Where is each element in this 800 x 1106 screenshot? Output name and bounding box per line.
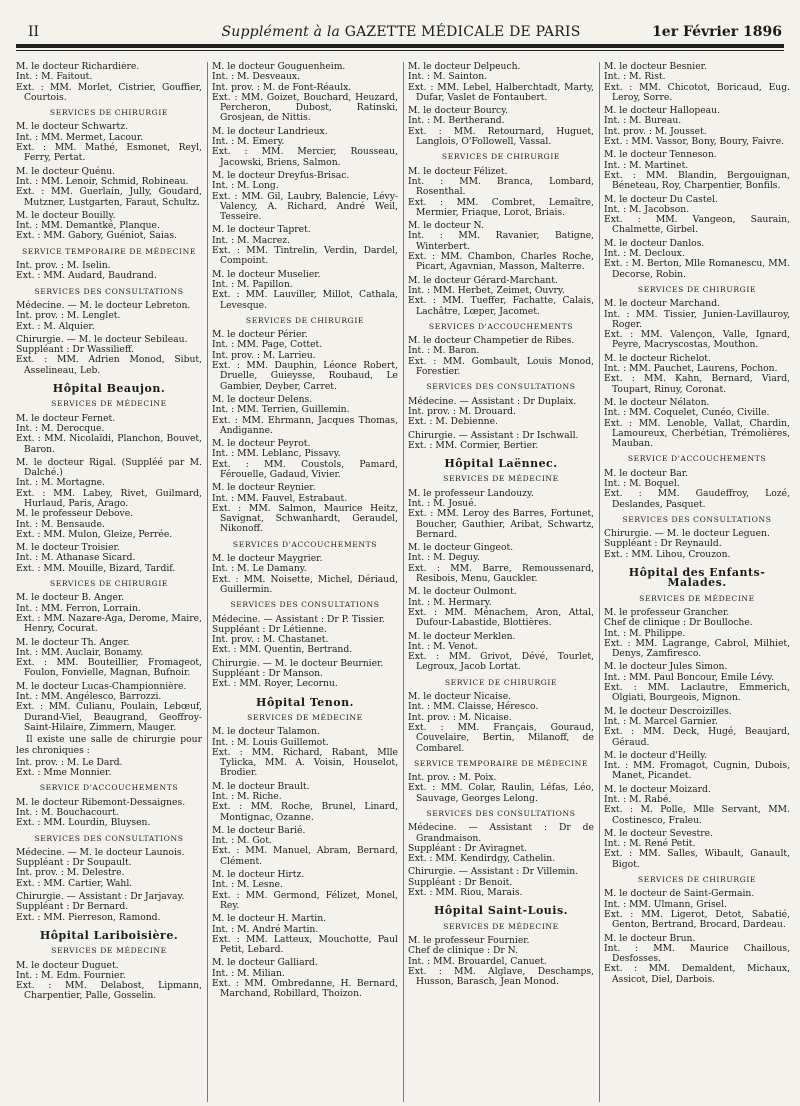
entry-line: M. le docteur Hirtz.	[212, 869, 305, 881]
entry-line: M. le docteur Danlos.	[604, 237, 705, 249]
entry-line: Ext. : MM. Lihou, Crouzon.	[604, 548, 731, 560]
issue-date: 1er Février 1896	[652, 24, 782, 40]
entry-line: Ext. : MM. Pierreson, Ramond.	[16, 911, 161, 923]
entry-line: Ext. : MM. Salmon, Maurice Heitz, Savignat, Schwanhardt, Geraudel, Nikonoff.	[212, 502, 398, 535]
entry-line: Ext. : MM. Ombredanne, H. Bernard, Marchand, Robillard, Thoizon.	[212, 978, 398, 1000]
entry-line: Ext. : MM. Labey, Rivet, Guilmard, Hurlaud, Paris, Arago.	[16, 487, 202, 509]
entry-line: Ext. : MM. Lebel, Halberchtadt, Marty, Dufar, Vaslet de Fontaubert.	[408, 81, 594, 103]
entry-line: Suppléant : Dr Létienne.	[212, 623, 327, 635]
entry-line: Int. : M. Venot.	[408, 640, 478, 652]
entry-line: Ext. : MM. Nazare-Aga, Derome, Maire, Henry, Cocurat.	[16, 612, 202, 635]
entry-line: M. le docteur Félizet.	[408, 165, 508, 177]
entry-line: M. le docteur Barié.	[212, 824, 306, 836]
entry-line: Chirurgie. — M. le docteur Sebileau.	[16, 333, 188, 345]
entry-line: Int. : M. Le Damany.	[212, 563, 307, 575]
section-heading: SERVICES DE CHIRURGIE	[49, 579, 169, 589]
section-heading: SERVICES DES CONSULTATIONS	[426, 809, 576, 818]
entry-line: M. le docteur Nélaton.	[604, 396, 710, 408]
entry-line: Int. : MM. Page, Cottet.	[212, 339, 323, 351]
page-header	[20, 22, 782, 44]
entry-line: Int. : M. René Petit.	[604, 838, 696, 850]
entry-line: Ext. : M. Alquier.	[16, 320, 95, 332]
entry-line: Ext. : MM. Delabost, Lipmann, Charpentier, Palle, Gosselin.	[16, 980, 202, 1002]
entry-line: M. le docteur Champetier de Ribes.	[408, 335, 575, 347]
section-heading: SERVICES DE MÉDECINE	[247, 712, 363, 722]
entry-line: Ext. : MM. Gil, Laubry, Balencie, Lévy-Valency, A. Richard, André Weil, Tesseire.	[212, 190, 398, 223]
entry-line: Int. : MM. Ravanier, Batigne, Winterbert.	[408, 230, 594, 252]
entry-line: Int. : M. Jacobson.	[604, 203, 690, 215]
entry-line: Int. : M. Deguy.	[408, 552, 480, 564]
entry-line: Int. : M. Long.	[212, 180, 279, 192]
entry-line: Int. : MM. Terrien, Guillemin.	[212, 404, 350, 416]
section-heading: SERVICE DE CHIRURGIE	[444, 677, 558, 687]
entry-line: Int. : M. Desveaux.	[212, 71, 300, 83]
section-heading: SERVICES DE CHIRURGIE	[637, 284, 757, 294]
entry-line: Chirurgie. — Assistant : Dr Jarjavay.	[16, 891, 185, 903]
entry-line: Ext. : MM. Ehrmann, Jacques Thomas, Andiganne.	[212, 414, 398, 436]
entry-line: Int. : M. Louis Guillemot.	[212, 736, 329, 748]
entry-line: Ext. : MM. Gombault, Louis Monod, Forestier.	[408, 355, 594, 378]
entry-line: Int. prov. : M. Le Dard.	[16, 756, 123, 768]
entry-line: Int. : M. Edm. Fournier.	[16, 969, 126, 981]
entry-line: Chirurgie. — M. le docteur Leguen.	[604, 528, 770, 540]
entry-line: M. le docteur Fernet.	[16, 412, 116, 424]
entry-line: Int. : M. Sainton.	[408, 71, 488, 83]
entry-line: Ext. : MM. Mercier, Rousseau, Jacowski, Briens, Salmon.	[212, 146, 398, 168]
section-heading: SERVICES DE CHIRURGIE	[245, 315, 365, 325]
entry-line: Ext. : MM. Germond, Félizet, Monel, Rey.	[212, 889, 398, 911]
entry-line: M. le docteur Oulmont.	[408, 586, 517, 598]
section-heading: SERVICES DE MÉDECINE	[51, 399, 167, 409]
entry-line: M. le docteur Richardière.	[16, 62, 140, 72]
entry-line: Int. : M. Faitout.	[16, 71, 93, 83]
entry-line: Int. : MM. Fauvel, Estrabaut.	[212, 492, 348, 504]
entry-line: Ext. : MM. Bouteillier, Fromageot, Foulon, Fonvielle, Magnan, Bufnoir.	[16, 657, 202, 679]
entry-line: Int. : M. Emery.	[212, 136, 285, 148]
entry-line: Ext. : MM. Royer, Lecornu.	[212, 678, 338, 690]
entry-line: Ext. : MM. Audard, Baudrand.	[16, 270, 157, 282]
entry-line: Int. : MM. Branca, Lombard, Rosenthal.	[408, 175, 594, 198]
entry-line: Int. : M. Mortagne.	[16, 477, 105, 489]
entry-line: Ext. : MM. Cartier, Wahl.	[16, 877, 133, 889]
entry-line: Médecine. — M. le docteur Lebreton.	[16, 299, 191, 311]
entry-line: M. le docteur Th. Anger.	[16, 636, 130, 648]
entry-line: M. le docteur Besnier.	[604, 62, 707, 72]
entry-line: Ext. : MM. Blandin, Bergouignan, Béneteau, Roy, Charpentier, Bonfils.	[604, 169, 790, 192]
entry-line: Int. : MM. Claisse, Héresco.	[408, 701, 539, 713]
page-number: II	[28, 24, 40, 40]
entry-line: Ext. : MM. Lourdin, Bluysen.	[16, 817, 151, 829]
entry-line: M. le docteur Landrieux.	[212, 125, 328, 137]
section-heading: SERVICES D'ACCOUCHEMENTS	[232, 539, 378, 549]
entry-line: Ext. : MM. Adrien Monod, Sibut, Asselineau, Leb.	[16, 354, 202, 376]
entry-line: Ext. : MM. Coustols, Pamard, Férouelle, Gadaud, Vivier.	[212, 458, 398, 480]
entry-line: Int. : MM. Mermet, Lacour.	[16, 131, 144, 143]
entry-line: Int. : MM. Ulmann, Grisel.	[604, 898, 727, 910]
entry-line: M. le docteur Richelot.	[604, 352, 711, 364]
entry-line: M. le docteur Brault.	[212, 780, 310, 792]
entry-line: M. le docteur B. Anger.	[16, 592, 125, 604]
entry-line: Suppléant : Dr Soupault.	[16, 857, 132, 869]
entry-line: M. le docteur Gérard-Marchant.	[408, 274, 558, 286]
entry-line: Ext. : MM. Ligerot, Detot, Sabatié, Genton, Bertrand, Brocard, Dardeau.	[604, 908, 790, 931]
entry-line: Int. prov. : M. Lenglet.	[16, 310, 121, 322]
entry-line: Int. : MM. Leblanc, Pissavy.	[212, 448, 341, 460]
entry-line: Suppléant : Dr Bernard.	[16, 901, 129, 913]
entry-line: M. le docteur Ribemont-Dessaignes.	[16, 796, 186, 808]
entry-line: Ext. : MM. Gabory, Guéniot, Saias.	[16, 230, 177, 242]
entry-line: M. le docteur Delpeuch.	[408, 62, 521, 72]
column-divider	[207, 62, 208, 1102]
paragraph: Il existe une salle de chirurgie pour les chroniques :	[16, 734, 202, 756]
section-heading: SERVICES DE MÉDECINE	[443, 474, 559, 484]
entry-line: Int. : M. Athanase Sicard.	[16, 552, 136, 564]
entry-line: Ext. : MM. Mulon, Gleize, Perrée.	[16, 528, 173, 540]
section-heading: SERVICES DE MÉDECINE	[443, 921, 559, 931]
entry-line: Ext. : MM. Mouille, Bizard, Tardif.	[16, 562, 176, 574]
entry-line: Int. prov. : M. Iselin.	[16, 260, 111, 272]
entry-line: M. le docteur Talamon.	[212, 726, 320, 738]
entry-line: M. le docteur de Saint-Germain.	[604, 888, 755, 900]
entry-line: M. le docteur Troisier.	[16, 542, 120, 554]
entry-line: Ext. : MM. Latteux, Mouchotte, Paul Petit, Lebard.	[212, 933, 398, 956]
hospital-heading: Hôpital Lariboisière.	[39, 928, 179, 942]
entry-line: M. le docteur Hallopeau.	[604, 105, 720, 117]
entry-line: M. le docteur Duguet.	[16, 959, 119, 971]
entry-line: Ext. : MM. Riou, Marais.	[408, 887, 523, 899]
entry-line: Ext. : MM. Vassor, Bony, Boury, Faivre.	[604, 136, 785, 148]
section-heading: SERVICES D'ACCOUCHEMENTS	[428, 321, 574, 331]
entry-line: Int. : MM. Paul Boncour, Emile Lévy.	[604, 671, 775, 683]
entry-line: Int. : MM. Lenoir, Schmid, Robineau.	[16, 175, 189, 187]
entry-line: Ext. : MM. Noisette, Michel, Dériaud, Guillermin.	[212, 573, 398, 595]
entry-line: Ext. : MM. Lauviller, Millot, Cathala, Levesque.	[212, 289, 398, 311]
entry-line: M. le docteur Muselier.	[212, 268, 321, 280]
entry-line: Ext. : MM. Chambon, Charles Roche, Picart, Agavnian, Masson, Malterre.	[408, 251, 594, 273]
entry-line: Ext. : MM. Vangeon, Saurain, Chalmette, Girbel.	[604, 214, 790, 236]
section-heading: SERVICES DES CONSULTATIONS	[34, 286, 184, 296]
entry-line: Int. : M. Decloux.	[604, 248, 685, 260]
entry-line: Int. : M. Boquel.	[604, 477, 680, 489]
column-4	[604, 62, 790, 1102]
header-rule-thin	[16, 50, 784, 51]
section-heading: SERVICES DE MÉDECINE	[639, 593, 755, 603]
entry-line: Ext. : MM. Roche, Brunel, Linard, Montignac, Ozanne.	[212, 801, 398, 823]
section-heading: SERVICES DES CONSULTATIONS	[622, 514, 772, 524]
section-heading: SERVICES DES CONSULTATIONS	[34, 833, 184, 843]
entry-line: Ext. : M. Berton, Mlle Romanescu, MM. Decorse, Robin.	[604, 258, 790, 280]
header-rule-thick	[16, 44, 784, 48]
entry-line: Int. : MM. Maurice Chaillous, Desfosses.	[604, 942, 790, 965]
entry-line: M. le docteur Reynier.	[212, 482, 316, 494]
entry-line: Ext. : MM. Lenoble, Vallat, Chardin, Lamoureux, Cherbétian, Trémolières, Mauban.	[604, 417, 790, 450]
entry-line: Int. : M. Baron.	[408, 345, 480, 357]
entry-line: M. le docteur Bar.	[604, 467, 688, 479]
entry-line: Ext. : MM. Valençon, Valle, Ignard, Peyre, Macryscostas, Mouthon.	[604, 329, 790, 351]
entry-line: Chef de clinique : Dr Boulloche.	[604, 617, 753, 629]
entry-line: Chirurgie. — Assistant : Dr Villemin.	[408, 866, 579, 878]
hospital-heading: Hôpital Laënnec.	[444, 457, 558, 471]
entry-line: M. le professeur Grancher.	[604, 606, 730, 618]
entry-line: Ext. : MM. Goizet, Bouchard, Heuzard, Percheron, Dubost, Ratinski, Grosjean, de Nittis.	[212, 91, 398, 124]
entry-line: Suppléant : Dr Aviragnet.	[408, 842, 528, 854]
column-1	[16, 62, 202, 1102]
column-3	[408, 62, 594, 1102]
entry-line: M. le professeur Fournier.	[408, 934, 530, 946]
entry-line: Ext. : MM. Gaudeffroy, Lozé, Deslandes, Pasquet.	[604, 488, 790, 510]
column-2	[212, 62, 398, 1102]
entry-line: Int. prov. : M. Nicaise.	[408, 711, 512, 723]
section-heading: SERVICES DE CHIRURGIE	[637, 875, 757, 885]
entry-line: Int. : MM. Tissier, Junien-Lavillauroy, Roger.	[604, 308, 790, 330]
entry-line: M. le docteur Bouilly.	[16, 209, 116, 221]
entry-line: Int. : MM. Angélesco, Barrozzi.	[16, 691, 162, 703]
entry-line: Ext. : MM. Morlet, Cistrier, Gouffier, Courtois.	[16, 81, 202, 103]
entry-line: Ext. : MM. Tintrelin, Verdin, Dardel, Compoint.	[212, 245, 398, 267]
entry-line: Ext. : Mme Monnier.	[16, 767, 112, 779]
entry-line: M. le docteur Brun.	[604, 932, 696, 944]
entry-line: M. le professeur Landouzy.	[408, 487, 534, 499]
entry-line: M. le docteur Nicaise.	[408, 691, 512, 703]
entry-line: M. le docteur Jules Simon.	[604, 661, 728, 673]
entry-line: Ext. : MM. Kendirdgy, Cathelin.	[408, 853, 556, 865]
entry-line: Chirurgie. — Assistant : Dr Ischwall.	[408, 429, 579, 441]
entry-line: Suppléant : Dr Wassilieff.	[16, 344, 134, 356]
entry-line: Int. : M. Bouchacourt.	[16, 807, 119, 818]
entry-line: Ext. : M. Polle, Mlle Servant, MM. Costinesco, Fraleu.	[604, 804, 790, 826]
section-heading: SERVICES DE CHIRURGIE	[49, 108, 169, 118]
entry-line: M. le docteur Peyrot.	[212, 438, 311, 450]
entry-line: Médecine. — Assistant : Dr de Grandmaison.	[408, 822, 594, 844]
entry-line: Int. : M. Milian.	[212, 967, 285, 979]
entry-line: Ext. : MM. Manuel, Abram, Bernard, Clément.	[212, 845, 398, 867]
entry-line: M. le docteur Maygrier.	[212, 553, 323, 565]
entry-line: Int. : M. Hermary.	[408, 596, 492, 608]
entry-line: M. le docteur Delens.	[212, 393, 313, 405]
entry-line: Chef de clinique : Dr N.	[408, 945, 519, 957]
entry-line: Ext. : MM. Lagrange, Cabrol, Milhiet, Denys, Zamfiresco.	[604, 637, 790, 660]
entry-line: Ext. : MM. Barre, Remoussenard, Resibois, Menu, Gauckler.	[408, 562, 594, 585]
journal-title-main: GAZETTE MÉDICALE DE PARIS	[344, 24, 581, 40]
entry-line: M. le docteur Tapret.	[212, 224, 311, 236]
entry-line: Int. : M. Rist.	[604, 71, 666, 83]
entry-line: M. le docteur Quénu.	[16, 165, 116, 177]
section-heading: SERVICES DE CHIRURGIE	[441, 152, 561, 162]
entry-line: Int. : MM. Pauchet, Laurens, Pochon.	[604, 363, 778, 375]
entry-line: M. le docteur Galliard.	[212, 957, 318, 969]
entry-line: Médecine. — Assistant : Dr Duplaix.	[408, 395, 577, 407]
entry-line: M. le docteur Tenneson.	[604, 149, 717, 161]
hospital-heading: Hôpital Beaujon.	[52, 382, 166, 396]
entry-line: M. le docteur Du Castel.	[604, 193, 718, 205]
entry-line: Ext. : MM. Demaldent, Michaux, Assicot, Diel, Darbois.	[604, 963, 790, 985]
entry-line: Int. prov. : M. Larrieu.	[212, 349, 316, 361]
entry-line: Int. : M. Riche.	[212, 791, 282, 802]
entry-line: M. le docteur N.	[408, 220, 484, 232]
section-heading: SERVICES DE MÉDECINE	[51, 946, 167, 956]
entry-line: Int. : M. Derocque.	[16, 422, 105, 434]
entry-line: Int. : M. Lesne.	[212, 879, 283, 891]
entry-line: Int. : M. Got.	[212, 835, 272, 847]
entry-line: Ext. : MM. Leroy des Barres, Fortunet, Boucher, Gauthier, Aribat, Schwartz, Bernard.	[408, 508, 594, 540]
section-heading: SERVICE TEMPORAIRE DE MÉDECINE	[21, 246, 197, 256]
section-heading: SERVICE D'ACCOUCHEMENTS	[627, 454, 767, 464]
entry-line: M. le professeur Debove.	[16, 508, 134, 520]
section-heading: SERVICE D'ACCOUCHEMENTS	[39, 783, 179, 793]
entry-line: Médecine. — Assistant : Dr P. Tissier.	[212, 613, 385, 625]
section-heading: SERVICES DES CONSULTATIONS	[230, 600, 380, 610]
entry-line: M. le docteur Périer.	[212, 329, 308, 341]
entry-line: Int. : M. Philippe.	[604, 627, 686, 639]
entry-line: Int. : MM. Coquelet, Cunéo, Civille.	[604, 407, 770, 419]
entry-line: M. le docteur Gouguenheim.	[212, 62, 346, 72]
entry-line: Ext. : MM. Alglave, Deschamps, Husson, Barasch, Jean Monod.	[408, 965, 594, 988]
column-divider	[403, 62, 404, 1102]
entry-line: Int. : MM. Demantké, Planque.	[16, 220, 160, 232]
entry-line: Int. prov. : M. de Font-Réaulx.	[212, 81, 352, 93]
entry-line: Ext. : MM. Richard, Rabant, Mlle Tylicka, MM. A. Voisin, Houselot, Brodier.	[212, 746, 398, 779]
entry-line: Ext. : MM. Français, Gouraud, Couvelaire, Bertin, Milanoff, de Combarel.	[408, 721, 594, 754]
entry-line: Int. prov. : M. Poix.	[408, 772, 497, 784]
entry-line: Int. : M. Marcel Garnier.	[604, 715, 718, 727]
entry-line: Ext. : MM. Nicolaïdi, Planchon, Bouvet, Baron.	[16, 433, 202, 455]
entry-line: Int. : M. Bertherand.	[408, 115, 505, 127]
entry-line: Ext. : MM. Mathé, Esmonet, Reyl, Ferry, Pertat.	[16, 142, 202, 164]
text-columns	[16, 62, 790, 1102]
entry-line: Ext. : MM. Salles, Wibault, Ganault, Bigot.	[604, 848, 790, 870]
entry-line: Ext. : MM. Quentin, Bertrand.	[212, 644, 353, 656]
entry-line: M. le docteur Rigal. (Suppléé par M. Dalché.)	[16, 456, 202, 479]
entry-line: Suppléant : Dr Manson.	[212, 668, 323, 680]
entry-line: Int. : MM. Herbet, Zeimet, Ouvry.	[408, 284, 565, 296]
hospital-heading: Hôpital Saint-Louis.	[434, 904, 568, 918]
entry-line: Int. : MM. Brouardel, Canuet.	[408, 955, 547, 967]
entry-line: M. le docteur Dreyfus-Brisac.	[212, 169, 350, 181]
entry-line: Ext. : MM. Colar, Raulin, Léfas, Léo, Sauvage, Georges Lelong.	[408, 782, 594, 804]
entry-line: Int. : M. Rabé.	[604, 794, 672, 805]
entry-line: Int. prov. : M. Jousset.	[604, 125, 707, 137]
entry-line: M. le docteur Lucas-Championnière.	[16, 680, 187, 692]
entry-line: Int. prov. : M. Delestre.	[16, 867, 125, 879]
entry-line: M. le docteur Marchand.	[604, 298, 720, 310]
hospital-heading: Hôpital Tenon.	[256, 695, 354, 709]
entry-line: Ext. : MM. Ménachem, Aron, Attal, Dufour-Labastide, Blottières.	[408, 606, 594, 629]
entry-line: Int. : M. Bensaude.	[16, 518, 105, 530]
entry-line: Int. : M. Papillon.	[212, 278, 293, 290]
entry-line: M. le docteur d'Heilly.	[604, 749, 708, 761]
entry-line: Int. : M. André Martin.	[212, 923, 319, 935]
entry-line: Ext. : MM. Combret, Lemaître, Mermier, Friaque, Lorot, Briais.	[408, 196, 594, 218]
entry-line: Médecine. — M. le docteur Launois.	[16, 846, 185, 858]
entry-line: Ext. : MM. Tueffer, Fachatte, Calais, Lachâtre, Lœper, Jacomet.	[408, 295, 594, 317]
entry-line: Ext. : MM. Chicotot, Boricaud, Eug. Leroy, Sorre.	[604, 81, 790, 103]
entry-line: M. le docteur H. Martin.	[212, 913, 327, 925]
section-heading: SERVICES DES CONSULTATIONS	[426, 382, 576, 392]
hospital-heading: Hôpital des Enfants-Malades.	[628, 566, 766, 590]
entry-line: M. le docteur Gingeot.	[408, 542, 514, 554]
entry-line: Ext. : MM. Laclautre, Emmerich, Olgiati, Bourgeois, Mignon.	[604, 682, 790, 704]
entry-line: Int. : M. Macrez.	[212, 234, 290, 246]
journal-title-prefix: Supplément à la	[221, 24, 341, 40]
entry-line: Suppléant : Dr Reynauld.	[604, 538, 722, 550]
entry-line: Ext. : MM. Kahn, Bernard, Viard, Toupart, Rinuy, Coronat.	[604, 373, 790, 395]
entry-line: Ext. : MM. Grivot, Dévé, Tourlet, Legroux, Jacob Lortat.	[408, 651, 594, 673]
entry-line: Int. prov. : M. Drouard.	[408, 405, 516, 417]
entry-line: Int. prov. : M. Chastanet.	[212, 634, 329, 646]
entry-line: Int. : M. Bureau.	[604, 115, 682, 127]
entry-line: M. le docteur Merklen.	[408, 630, 516, 642]
entry-line: Int. : MM. Ferron, Lorrain.	[16, 602, 141, 614]
entry-line: M. le docteur Bourcy.	[408, 105, 509, 117]
entry-line: Int. : M. Josué.	[408, 497, 477, 509]
entry-line: Chirurgie. — M. le docteur Beurnier.	[212, 657, 384, 669]
entry-line: M. le docteur Descroizilles.	[604, 705, 732, 717]
entry-line: Ext. : MM. Guerlain, Jully, Goudard, Mutzner, Lustgarten, Faraut, Schultz.	[16, 186, 202, 208]
entry-line: Int. : M. Martinet.	[604, 159, 689, 171]
entry-line: Suppléant : Dr Benoit.	[408, 876, 513, 888]
entry-line: Ext. : MM. Retournard, Huguet, Langlois, O'Followell, Vassal.	[408, 125, 594, 148]
section-heading: SERVICE TEMPORAIRE DE MÉDECINE	[413, 758, 589, 768]
entry-line: Ext. : MM. Dauphin, Léonce Robert, Druelle, Guieysse, Roubaud, Le Gambier, Deyber, Carret.	[212, 360, 398, 392]
entry-line: Ext. : MM. Deck, Hugé, Beaujard, Géraud.	[604, 726, 790, 748]
entry-line: Int. : MM. Fromagot, Cugnin, Dubois, Manet, Picandet.	[604, 760, 790, 782]
entry-line: M. le docteur Sevestre.	[604, 827, 713, 839]
entry-line: Ext. : M. Debienne.	[408, 416, 498, 428]
entry-line: M. le docteur Schwartz.	[16, 121, 129, 133]
column-divider	[599, 62, 600, 1102]
entry-line: Ext. : MM. Cormier, Bertier.	[408, 439, 539, 451]
entry-line: M. le docteur Moizard.	[604, 783, 711, 795]
entry-line: Ext. : MM. Culianu, Poulain, Lebœuf, Durand-Viel, Beaugrand, Geoffroy-Saint-Hilaire, Zimmern, Mauger.	[16, 701, 202, 733]
entry-line: Int. : MM. Auclair, Bonamy.	[16, 646, 144, 658]
